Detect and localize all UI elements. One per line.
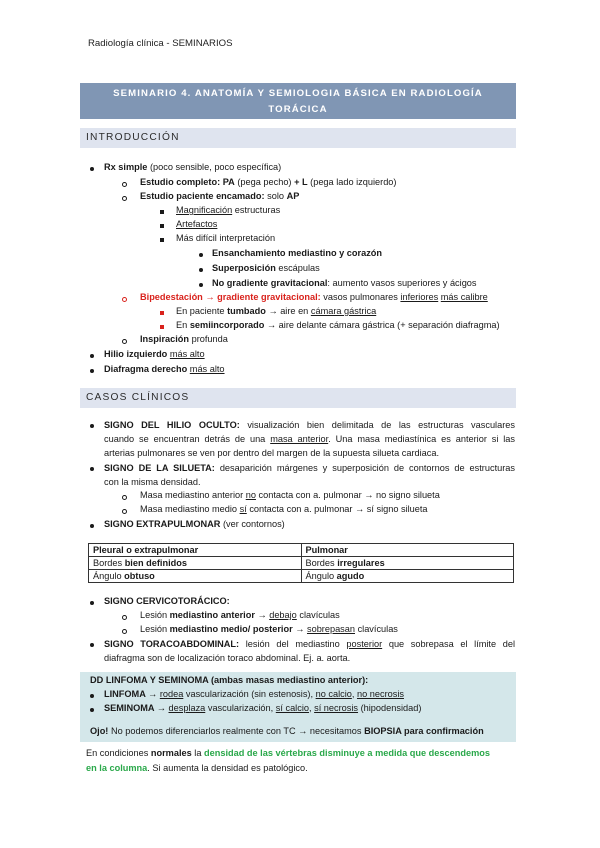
closing-paragraph-line2: en la columna. Si aumenta la densidad es patológico. [86,763,308,773]
section-heading-introduccion: INTRODUCCIÓN [80,128,516,148]
list-item-semiincorporado: En semiincorporado → aire delante cámara gástrica (+ separación diafragma) [176,320,500,330]
bullet-icon [199,283,203,287]
bullet-icon [90,643,94,647]
circle-bullet-icon [122,196,127,201]
list-item-lesion-anterior: Lesión mediastino anterior → debajo clavículas [140,610,340,620]
list-item-masa-anterior: Masa mediastino anterior no contacta con a. pulmonar → no signo silueta [140,490,440,500]
table-cell: Ángulo agudo [301,570,514,583]
table-cell: Ángulo obtuso [89,570,302,583]
closing-paragraph-line1: En condiciones normales la densidad de las vértebras disminuye a medida que descendemos [86,748,490,758]
square-bullet-icon [160,238,164,242]
list-item-signo-extrapulmonar: SIGNO EXTRAPULMONAR (ver contornos) [104,519,285,529]
list-item-no-gradiente: No gradiente gravitacional: aumento vasos superiores y ácigos [212,278,477,288]
list-item-bipedestacion: Bipedestación → gradiente gravitacional: vasos pulmonares inferiores más calibre [140,292,488,302]
seminar-title-line1: SEMINARIO 4. ANATOMÍA Y SEMIOLOGIA BÁSICA EN RADIOLOGÍA [113,88,483,99]
paragraph-signo-toracoabdominal: SIGNO TORACOABDOMINAL: lesión del mediastino posterior que sobrepasa el límite del diafragma son de localización toraco abdominal. Ej. a. aorta. [104,639,516,664]
bullet-icon [90,467,94,471]
list-item-artefactos: Artefactos [176,219,218,229]
list-item-seminoma: SEMINOMA → desplaza vascularización, sí calcio, sí necrosis (hipodensidad) [104,703,422,713]
dd-title: DD LINFOMA Y SEMINOMA (ambas masas mediastino anterior): [90,675,369,685]
comparison-table [88,543,514,583]
table-row [89,570,514,583]
list-item-inspiracion: Inspiración profunda [140,334,228,344]
circle-bullet-icon [122,297,127,302]
circle-bullet-icon [122,495,127,500]
circle-bullet-icon [122,615,127,620]
paragraph-signo-silueta: SIGNO DE LA SILUETA: desaparición márgenes y superposición de contornos de estructuras con la misma densidad. [104,463,515,488]
bullet-icon [90,354,94,358]
circle-bullet-icon [122,339,127,344]
table-cell: Bordes bien definidos [89,557,302,570]
bullet-icon [90,424,94,428]
bullet-icon [199,253,203,257]
circle-bullet-icon [122,509,127,514]
table-row [89,557,514,570]
document-header: Radiología clínica - SEMINARIOS [88,38,233,49]
list-item-lesion-medio-posterior: Lesión mediastino medio/ posterior → sobrepasan clavículas [140,624,398,634]
bullet-icon [90,708,94,712]
list-item-paciente-encamado: Estudio paciente encamado: solo AP [140,191,300,201]
seminar-title-line2: TORÁCICA [268,103,328,115]
table-cell: Bordes irregulares [301,557,514,570]
bullet-icon [90,601,94,605]
list-item-linfoma: LINFOMA → rodea vascularización (sin estenosis), no calcio, no necrosis [104,689,404,699]
seminar-title [80,83,516,119]
bullet-icon [199,268,203,272]
bullet-icon [90,524,94,528]
table-header-cell: Pleural o extrapulmonar [89,544,302,557]
section-heading-casos-clinicos: CASOS CLÍNICOS [80,388,516,408]
list-item-magnificacion: Magnificación estructuras [176,205,281,215]
list-item-hilio-izquierdo: Hilio izquierdo más alto [104,349,205,359]
bullet-icon [90,369,94,373]
square-bullet-icon [160,311,164,315]
circle-bullet-icon [122,182,127,187]
list-item-estudio-completo: Estudio completo: PA (pega pecho) + L (pega lado izquierdo) [140,177,397,187]
list-item-paciente-tumbado: En paciente tumbado → aire en cámara gástrica [176,306,377,316]
circle-bullet-icon [122,629,127,634]
list-item-ensanchamiento: Ensanchamiento mediastino y corazón [212,248,383,258]
square-bullet-icon [160,210,164,214]
square-bullet-icon [160,325,164,329]
list-item-diafragma-derecho: Diafragma derecho más alto [104,364,225,374]
square-bullet-icon [160,224,164,228]
list-item-rx-simple: Rx simple (poco sensible, poco específica) [104,162,282,172]
list-item-signo-cervicotoracico: SIGNO CERVICOTORÁCICO: [104,596,230,606]
list-item-superposicion: Superposición escápulas [212,263,320,273]
table-header-cell: Pulmonar [301,544,514,557]
list-item-masa-medio: Masa mediastino medio sí contacta con a. pulmonar → sí signo silueta [140,504,428,514]
bullet-icon [90,167,94,171]
bullet-icon [90,694,94,698]
paragraph-hilio-oculto: SIGNO DEL HILIO OCULTO: visualización bien delimitada de las estructuras vasculares cuando se encuentran detrás de una masa anterior. Una masa mediastínica es anterior si las arterias pulmonares se ven por dentro del margen de la supuesta silueta cardiaca. [104,420,516,459]
list-item-dificil-interpretacion: Más difícil interpretación [176,233,276,243]
table-header-row [89,544,514,557]
dd-ojo-note: Ojo! No podemos diferenciarlos realmente con TC → necesitamos BIOPSIA para confirmación [90,726,484,736]
